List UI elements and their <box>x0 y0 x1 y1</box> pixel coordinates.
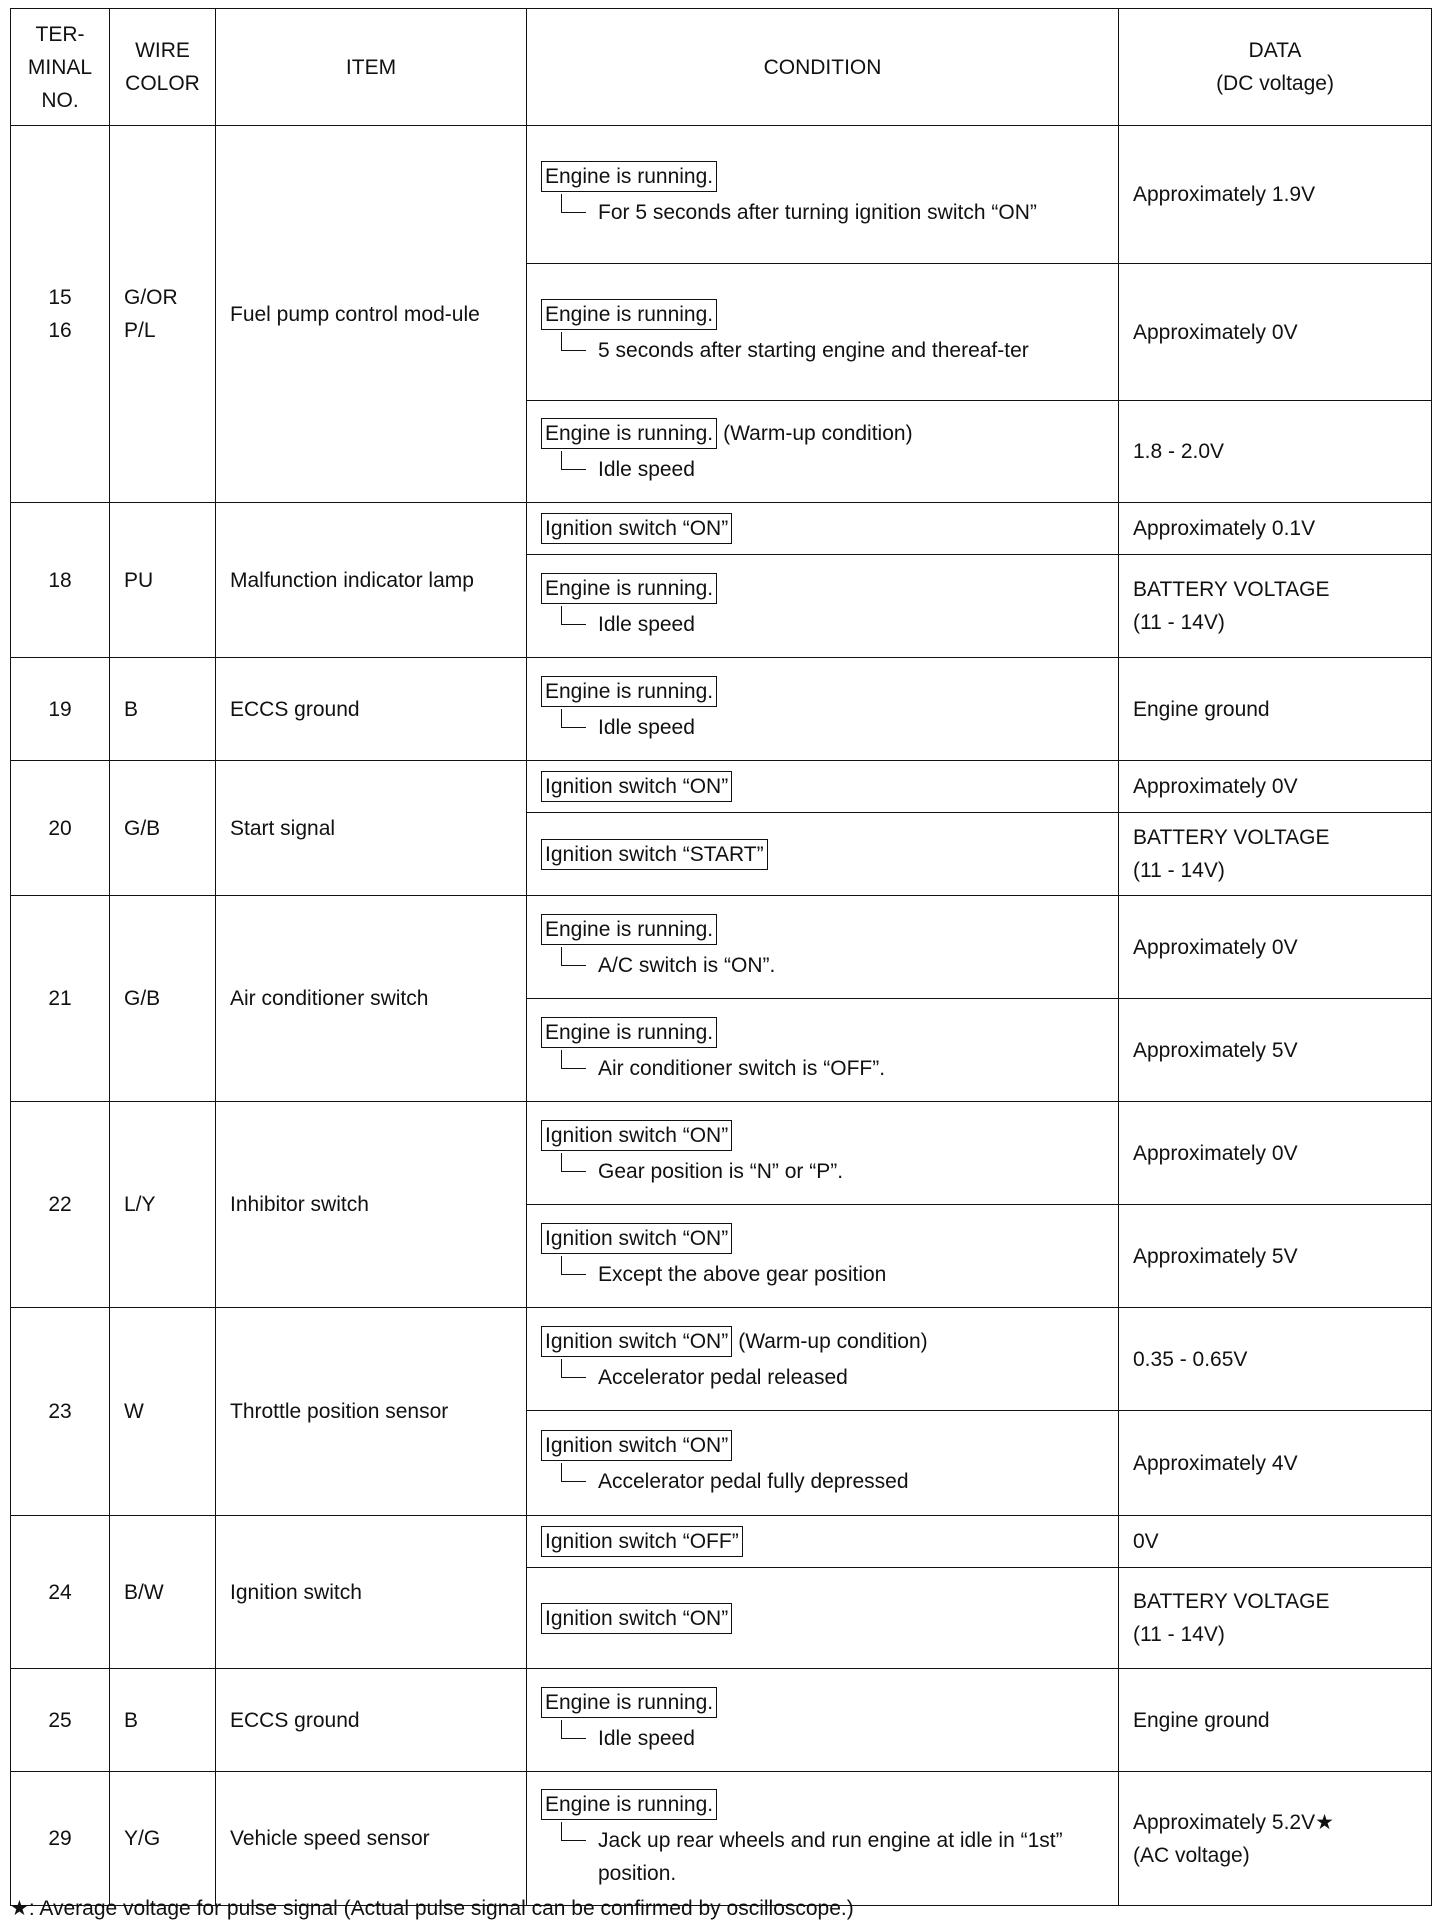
branch-connector <box>561 709 586 728</box>
condition-cell <box>527 1102 1119 1205</box>
condition-box: Ignition switch “ON” <box>541 513 732 544</box>
condition-cell <box>527 1516 1119 1568</box>
condition-box: Engine is running. <box>541 914 717 945</box>
item-cell: Throttle position sensor <box>216 1308 527 1516</box>
terminal-number: 22 <box>48 1193 72 1216</box>
wire-color-cell <box>110 503 216 658</box>
condition-cell <box>527 555 1119 658</box>
table-row <box>11 1772 1432 1906</box>
condition-cell <box>527 896 1119 999</box>
table-row <box>11 761 1432 813</box>
condition-cell <box>527 503 1119 555</box>
table-row <box>11 658 1432 761</box>
terminal-number: 18 <box>48 568 72 592</box>
sub-condition <box>541 711 1110 744</box>
wire-color: G/B <box>124 816 161 840</box>
wire-color-cell <box>110 761 216 896</box>
terminal-number-cell <box>11 126 110 503</box>
wire-color: B/W <box>124 1580 164 1604</box>
data-value-cell <box>1119 126 1432 264</box>
wire-color: L/Y <box>124 1193 156 1216</box>
data-value: Approximately 0V <box>1133 935 1298 959</box>
data-value: Approximately 1.9V <box>1133 183 1316 206</box>
sub-condition <box>541 1258 1110 1291</box>
table-row <box>11 896 1432 999</box>
header-data-line: (DC voltage) <box>1216 72 1334 95</box>
sub-condition-text: Idle speed <box>598 458 695 481</box>
data-value-cell <box>1119 761 1432 813</box>
item-cell: Fuel pump control mod-ule <box>216 126 527 503</box>
terminal-number: 19 <box>48 697 72 721</box>
terminal-number-cell <box>11 761 110 896</box>
header-wire-color <box>110 9 216 126</box>
header-condition: CONDITION <box>527 9 1119 126</box>
condition-cell <box>527 126 1119 264</box>
branch-connector <box>561 332 586 351</box>
condition-cell <box>527 761 1119 813</box>
footnote: ★: Average voltage for pulse signal (Actual pulse signal can be confirmed by oscilloscope.) <box>10 1897 854 1920</box>
data-value: Approximately 4V <box>1133 1451 1298 1475</box>
data-value-cell <box>1119 1411 1432 1516</box>
header-row <box>11 9 1432 126</box>
data-value-cell <box>1119 658 1432 761</box>
data-value: (11 - 14V) <box>1133 859 1225 882</box>
data-value: (AC voltage) <box>1133 1843 1250 1867</box>
sub-condition <box>541 196 1110 229</box>
data-value: Approximately 5V <box>1133 1244 1298 1268</box>
branch-connector <box>561 1359 586 1378</box>
sub-condition-text: Jack up rear wheels and run engine at idle in “1st” position. <box>598 1828 1063 1885</box>
wire-color-cell <box>110 1102 216 1308</box>
item-cell: ECCS ground <box>216 1669 527 1772</box>
data-value-cell <box>1119 401 1432 503</box>
condition-cell <box>527 401 1119 503</box>
condition-line <box>541 1788 1110 1821</box>
wire-color: B <box>124 1708 139 1732</box>
header-terminal <box>11 9 110 126</box>
wire-color: W <box>124 1400 144 1423</box>
sub-condition-text: Air conditioner switch is “OFF”. <box>598 1056 886 1080</box>
condition-line <box>541 838 1110 871</box>
condition-box: Engine is running. <box>541 1687 717 1718</box>
condition-cell <box>527 1669 1119 1772</box>
terminal-number: 24 <box>48 1580 72 1604</box>
branch-connector <box>561 947 586 966</box>
wire-color-cell <box>110 1516 216 1669</box>
wire-color-cell <box>110 896 216 1102</box>
condition-line <box>541 512 1110 545</box>
sub-condition-text: Accelerator pedal fully depressed <box>598 1469 909 1493</box>
terminal-number: 15 <box>48 286 72 309</box>
data-value-cell <box>1119 1568 1432 1669</box>
condition-line <box>541 1525 1110 1558</box>
condition-cell <box>527 813 1119 896</box>
terminal-number-cell <box>11 1772 110 1906</box>
condition-note: (Warm-up condition) <box>723 422 913 445</box>
table-body <box>11 126 1432 1906</box>
sub-condition-text: 5 seconds after starting engine and thereaf-ter <box>598 338 1029 362</box>
condition-cell <box>527 658 1119 761</box>
condition-line <box>541 572 1110 605</box>
data-value: Approximately 0.1V <box>1133 517 1316 540</box>
condition-box: Ignition switch “ON” <box>541 771 732 802</box>
wire-color: G/B <box>124 987 161 1010</box>
condition-line <box>541 1325 1110 1358</box>
data-value-cell <box>1119 1669 1432 1772</box>
condition-cell <box>527 1308 1119 1411</box>
data-value-cell <box>1119 896 1432 999</box>
condition-line <box>541 1602 1110 1635</box>
condition-line <box>541 417 1110 450</box>
sub-condition-text: Idle speed <box>598 1726 695 1750</box>
condition-box: Engine is running. <box>541 161 717 192</box>
sub-condition <box>541 1155 1110 1188</box>
sub-condition-text: Gear position is “N” or “P”. <box>598 1159 844 1183</box>
data-value-cell <box>1119 1772 1432 1906</box>
data-value-cell <box>1119 264 1432 401</box>
terminal-number: 16 <box>48 319 72 342</box>
data-value-cell <box>1119 813 1432 896</box>
data-value: 0V <box>1133 1530 1159 1553</box>
wire-color: Y/G <box>124 1827 161 1850</box>
terminal-number-cell <box>11 658 110 761</box>
branch-connector <box>561 1720 586 1739</box>
sub-condition <box>541 1824 1110 1890</box>
header-terminal-line: NO. <box>41 88 79 112</box>
branch-connector <box>561 1153 586 1172</box>
data-value: 0.35 - 0.65V <box>1133 1347 1248 1371</box>
terminal-data-table <box>10 8 1432 1906</box>
branch-connector <box>561 1822 586 1841</box>
header-wire-line: COLOR <box>125 72 200 95</box>
data-value: Approximately 5.2V★ <box>1133 1810 1334 1834</box>
condition-box: Ignition switch “ON” <box>541 1120 732 1151</box>
sub-condition <box>541 334 1110 367</box>
condition-box: Ignition switch “START” <box>541 839 768 870</box>
sub-condition-text: Idle speed <box>598 612 695 636</box>
data-value-cell <box>1119 503 1432 555</box>
header-wire-line: WIRE <box>135 39 190 62</box>
condition-note: (Warm-up condition) <box>738 1329 928 1353</box>
terminal-number-cell <box>11 896 110 1102</box>
data-value: Approximately 0V <box>1133 320 1298 344</box>
condition-line <box>541 1429 1110 1462</box>
terminal-number-cell <box>11 1669 110 1772</box>
branch-connector <box>561 1256 586 1275</box>
table-row <box>11 1516 1432 1568</box>
condition-line <box>541 1119 1110 1152</box>
terminal-number: 25 <box>48 1708 72 1732</box>
data-value: Engine ground <box>1133 1708 1270 1732</box>
branch-connector <box>561 194 586 213</box>
sub-condition-text: Idle speed <box>598 715 695 739</box>
branch-connector <box>561 1463 586 1482</box>
condition-box: Engine is running. <box>541 299 717 330</box>
condition-cell <box>527 1772 1119 1906</box>
condition-cell <box>527 1205 1119 1308</box>
item-cell: ECCS ground <box>216 658 527 761</box>
condition-line <box>541 913 1110 946</box>
item-cell: Inhibitor switch <box>216 1102 527 1308</box>
branch-connector <box>561 451 586 470</box>
sub-condition <box>541 1722 1110 1755</box>
wire-color: B <box>124 697 139 721</box>
condition-box: Engine is running. <box>541 418 717 449</box>
terminal-number: 23 <box>48 1400 72 1423</box>
data-value-cell <box>1119 1516 1432 1568</box>
data-value-cell <box>1119 555 1432 658</box>
sub-condition <box>541 453 1110 486</box>
wire-color-cell <box>110 1669 216 1772</box>
condition-box: Ignition switch “ON” <box>541 1326 732 1357</box>
condition-cell <box>527 1568 1119 1669</box>
terminal-number-cell <box>11 1516 110 1669</box>
condition-line <box>541 1016 1110 1049</box>
data-value: Approximately 0V <box>1133 775 1298 798</box>
terminal-number: 21 <box>48 987 72 1010</box>
data-value: (11 - 14V) <box>1133 611 1225 634</box>
sub-condition-text: A/C switch is “ON”. <box>598 953 776 977</box>
data-value: Approximately 0V <box>1133 1141 1298 1165</box>
condition-line <box>541 298 1110 331</box>
sub-condition <box>541 1465 1110 1498</box>
wire-color-cell <box>110 1308 216 1516</box>
wire-color-cell <box>110 658 216 761</box>
terminal-number-cell <box>11 503 110 658</box>
item-cell: Malfunction indicator lamp <box>216 503 527 658</box>
header-terminal-line: MINAL <box>27 55 93 79</box>
table-row <box>11 1308 1432 1411</box>
condition-cell <box>527 999 1119 1102</box>
data-value: (11 - 14V) <box>1133 1623 1225 1646</box>
table-row <box>11 1669 1432 1772</box>
data-value-cell <box>1119 1102 1432 1205</box>
table-row <box>11 503 1432 555</box>
condition-box: Engine is running. <box>541 1017 717 1048</box>
terminal-number: 20 <box>48 816 72 840</box>
sub-condition <box>541 1052 1110 1085</box>
condition-box: Ignition switch “OFF” <box>541 1526 743 1557</box>
sub-condition-text: Except the above gear position <box>598 1262 887 1286</box>
condition-cell <box>527 1411 1119 1516</box>
header-item: ITEM <box>216 9 527 126</box>
wire-color: G/OR <box>124 286 178 309</box>
data-value-cell <box>1119 999 1432 1102</box>
wire-color-cell <box>110 126 216 503</box>
data-value: BATTERY VOLTAGE <box>1133 826 1330 849</box>
condition-line <box>541 770 1110 803</box>
table-row <box>11 126 1432 264</box>
item-cell: Ignition switch <box>216 1516 527 1669</box>
sub-condition-text: For 5 seconds after turning ignition switch “ON” <box>598 201 1037 224</box>
condition-box: Ignition switch “ON” <box>541 1430 732 1461</box>
condition-line <box>541 675 1110 708</box>
header-data-line: DATA <box>1248 39 1302 62</box>
condition-box: Ignition switch “ON” <box>541 1603 732 1634</box>
branch-connector <box>561 1050 586 1069</box>
terminal-number-cell <box>11 1308 110 1516</box>
table-row <box>11 1102 1432 1205</box>
wire-color-cell <box>110 1772 216 1906</box>
terminal-number: 29 <box>48 1827 72 1850</box>
sub-condition <box>541 949 1110 982</box>
data-value: Approximately 5V <box>1133 1038 1298 1062</box>
sub-condition-text: Accelerator pedal released <box>598 1365 848 1389</box>
wire-color: PU <box>124 568 154 592</box>
sub-condition <box>541 608 1110 641</box>
wire-color: P/L <box>124 319 156 342</box>
condition-line <box>541 1686 1110 1719</box>
condition-box: Engine is running. <box>541 573 717 604</box>
data-value: 1.8 - 2.0V <box>1133 440 1225 463</box>
condition-box: Engine is running. <box>541 1789 717 1820</box>
condition-box: Ignition switch “ON” <box>541 1223 732 1254</box>
data-value: BATTERY VOLTAGE <box>1133 578 1330 601</box>
condition-cell <box>527 264 1119 401</box>
condition-line <box>541 1222 1110 1255</box>
item-cell: Start signal <box>216 761 527 896</box>
data-value: Engine ground <box>1133 697 1270 721</box>
condition-box: Engine is running. <box>541 676 717 707</box>
terminal-number-cell <box>11 1102 110 1308</box>
header-terminal-line: TER- <box>35 22 85 46</box>
item-cell: Air conditioner switch <box>216 896 527 1102</box>
branch-connector <box>561 606 586 625</box>
item-cell: Vehicle speed sensor <box>216 1772 527 1906</box>
data-value: BATTERY VOLTAGE <box>1133 1590 1330 1613</box>
data-value-cell <box>1119 1308 1432 1411</box>
header-data <box>1119 9 1432 126</box>
data-value-cell <box>1119 1205 1432 1308</box>
sub-condition <box>541 1361 1110 1394</box>
condition-line <box>541 160 1110 193</box>
